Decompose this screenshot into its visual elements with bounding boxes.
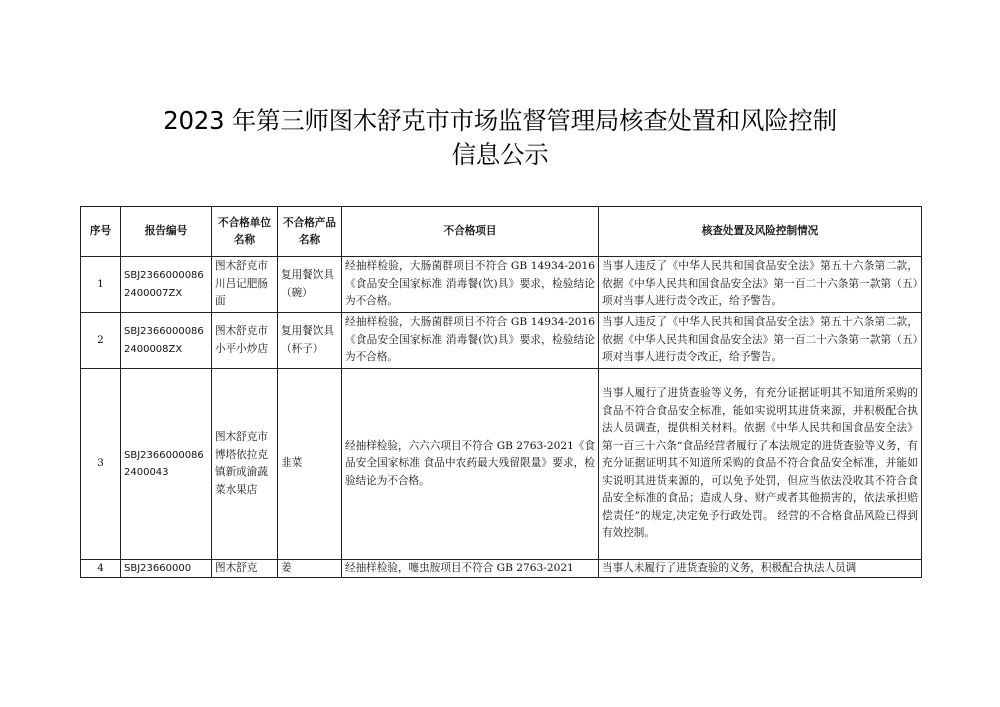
cell-unit: 图木舒克: [212, 560, 278, 578]
cell-unit: 图木舒克市博塔依拉克镇新成渝蔬菜水果店: [212, 369, 278, 560]
header-unit: 不合格单位名称: [212, 207, 278, 257]
header-item: 不合格项目: [342, 207, 599, 257]
cell-unit: 图木舒克市川吕记肥肠面: [212, 257, 278, 313]
cell-product: 复用餐饮具（杯子）: [278, 313, 342, 369]
table-row: [81, 313, 922, 369]
cell-index: 3: [81, 369, 121, 560]
cell-report-no: SBJ23660000862400043: [121, 369, 212, 560]
title-line-2: 信息公示: [451, 140, 549, 169]
header-product: 不合格产品名称: [278, 207, 342, 257]
cell-item: 经抽样检验，大肠菌群项目不符合 GB 14934-2016《食品安全国家标准 消毒餐(饮)具》要求，检验结论为不合格。: [342, 257, 599, 313]
cell-unit: 图木舒克市小平小炒店: [212, 313, 278, 369]
cell-report-no: SBJ23660000: [121, 560, 212, 578]
cell-product: 复用餐饮具（碗）: [278, 257, 342, 313]
cell-index: 1: [81, 257, 121, 313]
cell-report-no: SBJ23660000862400008ZX: [121, 313, 212, 369]
cell-item: 经抽样检验，噻虫胺项目不符合 GB 2763-2021: [342, 560, 599, 578]
table-row: [81, 560, 922, 578]
cell-index: 4: [81, 560, 121, 578]
table-row: [81, 257, 922, 313]
cell-product: 韭菜: [278, 369, 342, 560]
table-row: [81, 369, 922, 560]
cell-handling: 当事人履行了进货查验等义务，有充分证据证明其不知道所采购的食品不符合食品安全标准，能如实说明其进货来源，并积极配合执法人员调查，提供相关材料。依据《中华人民共和国食品安全法》第一百三十六条“食品经营者履行了本法规定的进货查验等义务，有充分证据证明其不知道所采购的食品不符合食品安全标准，并能如实说明其进货来源的，可以免予处罚，但应当依法没收其不符合食品安全标准的食品；造成人身、财产或者其他损害的，依法承担赔偿责任”的规定,决定免予行政处罚。 经营的不合格食品风险已得到有效控制。: [599, 369, 922, 560]
header-index: 序号: [81, 207, 121, 257]
cell-report-no: SBJ23660000862400007ZX: [121, 257, 212, 313]
header-handling: 核查处置及风险控制情况: [599, 207, 922, 257]
header-report-no: 报告编号: [121, 207, 212, 257]
cell-product: 姜: [278, 560, 342, 578]
cell-item: 经抽样检验，六六六项目不符合 GB 2763-2021《食品安全国家标准 食品中农药最大残留限量》要求，检验结论为不合格。: [342, 369, 599, 560]
cell-item: 经抽样检验，大肠菌群项目不符合 GB 14934-2016《食品安全国家标准 消毒餐(饮)具》要求，检验结论为不合格。: [342, 313, 599, 369]
table-header-row: [81, 207, 922, 257]
cell-index: 2: [81, 313, 121, 369]
cell-handling: 当事人未履行了进货查验的义务，积极配合执法人员调: [599, 560, 922, 578]
title-line-1: 2023 年第三师图木舒克市市场监督管理局核查处置和风险控制: [163, 106, 837, 135]
cell-handling: 当事人违反了《中华人民共和国食品安全法》第五十六条第二款，依据《中华人民共和国食品安全法》第一百二十六条第一款第（五）项对当事人进行责令改正，给予警告。: [599, 257, 922, 313]
cell-handling: 当事人违反了《中华人民共和国食品安全法》第五十六条第二款，依据《中华人民共和国食品安全法》第一百二十六条第一款第（五）项对当事人进行责令改正，给予警告。: [599, 313, 922, 369]
document-title: [0, 104, 1000, 172]
disposal-info-table: [80, 206, 922, 578]
